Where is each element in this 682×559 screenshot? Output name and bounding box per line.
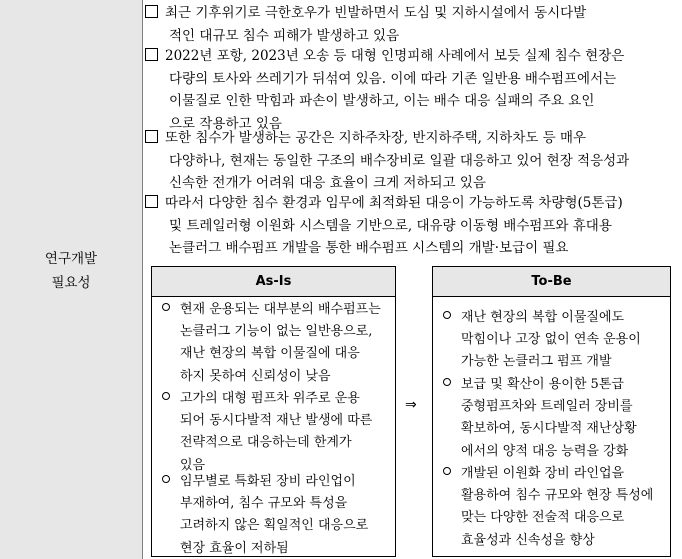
circle-bullet-icon bbox=[162, 303, 170, 311]
item-text: 고가의 대형 펌프차 위주로 운용 bbox=[180, 391, 360, 406]
tobe-item bbox=[433, 374, 670, 463]
right-double-arrow-icon: ⇒ bbox=[405, 397, 417, 413]
item-text: 전략적으로 대응하는데 한계가 bbox=[180, 435, 352, 451]
item-text: 재난 현장의 복합 이물질에 대응 bbox=[180, 346, 360, 362]
bullet-text: 또한 침수가 발생하는 공간은 지하주차장, 반지하주택, 지하차도 등 매우 bbox=[165, 130, 587, 146]
tobe-item bbox=[433, 307, 670, 374]
bullet-item bbox=[145, 45, 682, 135]
item-text: 맞는 다양한 전술적 대응으로 bbox=[461, 510, 625, 526]
item-text: 보급 및 확산이 용이한 5톤급 bbox=[461, 377, 624, 392]
bullet-item bbox=[145, 192, 682, 260]
item-text: 현재 운용되는 대부분의 배수펌프는 bbox=[180, 302, 381, 317]
bullet-text: 최근 기후위기로 극한호우가 빈발하면서 도심 및 지하시설에서 동시다발 bbox=[165, 5, 587, 21]
item-text: 에서의 양적 대응 능력을 강화 bbox=[461, 443, 629, 459]
asis-item bbox=[152, 299, 395, 388]
asis-item bbox=[152, 471, 395, 559]
row-label-line1: 연구개발 bbox=[44, 251, 98, 267]
circle-bullet-icon bbox=[162, 475, 170, 483]
item-text: 임무별로 특화된 장비 라인업이 bbox=[180, 474, 356, 489]
row-label-line2: 필요성 bbox=[51, 275, 91, 291]
tobe-title: To-Be bbox=[433, 267, 670, 297]
bullet-text: 신속한 전개가 어려워 대응 효율이 크게 저하되고 있음 bbox=[169, 175, 486, 191]
content-cell bbox=[143, 0, 682, 559]
bullet-text: 으로 작용하고 있음 bbox=[169, 115, 282, 132]
asis-title: As-Is bbox=[152, 267, 395, 297]
item-text: 논클러그 기능이 없는 일반용으로, bbox=[180, 324, 373, 340]
circle-bullet-icon bbox=[443, 311, 451, 319]
bullet-text: 및 트레일러형 이원화 시스템을 기반으로, 대유량 이동형 배수펌프와 휴대용 bbox=[169, 217, 612, 234]
item-text: 확보하여, 동시다발적 재난상황 bbox=[461, 421, 637, 437]
bullet-text: 다양하나, 현재는 동일한 구조의 배수장비로 일괄 대응하고 있어 현장 적응성과 bbox=[169, 152, 630, 169]
item-text: 고려하지 않은 획일적인 대응으로 bbox=[180, 518, 369, 534]
item-text: 있음 bbox=[180, 457, 206, 473]
bullet-item bbox=[145, 127, 682, 195]
asis-item bbox=[152, 388, 395, 477]
asis-box bbox=[151, 266, 396, 557]
bullet-text: 다량의 토사와 쓰레기가 뒤섞여 있음. 이에 따라 기존 일반용 배수펌프에서는 bbox=[169, 70, 617, 87]
item-text: 하지 못하여 신뢰성이 낮음 bbox=[180, 368, 331, 384]
checkbox-square-icon bbox=[145, 48, 158, 61]
checkbox-square-icon bbox=[145, 195, 158, 208]
item-text: 활용하여 침수 규모와 현장 특성에 bbox=[461, 488, 654, 504]
item-text: 효율성과 신속성을 향상 bbox=[461, 532, 595, 548]
row-label bbox=[0, 247, 142, 295]
item-text: 재난 현장의 복합 이물질에도 bbox=[461, 310, 625, 325]
bullet-text: 논클러그 배수펌프 개발을 통한 배수펌프 시스템의 개발·보급이 필요 bbox=[169, 240, 569, 256]
bullet-text: 따라서 다양한 침수 환경과 임무에 최적화된 대응이 가능하도록 차량형(5톤급) bbox=[165, 195, 623, 211]
circle-bullet-icon bbox=[443, 378, 451, 386]
item-text: 가능한 논클러그 펌프 개발 bbox=[461, 354, 612, 370]
item-text: 중형펌프차와 트레일러 장비를 bbox=[461, 399, 633, 415]
item-text: 막힘이나 고장 없이 연속 운용이 bbox=[461, 332, 641, 348]
item-text: 부재하여, 침수 규모와 특성을 bbox=[180, 496, 348, 512]
item-text: 개발된 이원화 장비 라인업을 bbox=[461, 466, 625, 481]
checkbox-square-icon bbox=[145, 5, 158, 18]
circle-bullet-icon bbox=[162, 392, 170, 400]
bullet-text: 2022년 포항, 2023년 오송 등 대형 인명피해 사례에서 보듯 실제 침수 현장은 bbox=[165, 48, 625, 64]
tobe-item bbox=[433, 463, 670, 552]
row-label-cell bbox=[0, 0, 143, 559]
circle-bullet-icon bbox=[443, 467, 451, 475]
tobe-box bbox=[432, 266, 671, 557]
bullet-text: 이물질로 인한 막힘과 파손이 발생하고, 이는 배수 대응 실패의 주요 요인 bbox=[169, 93, 595, 109]
item-text: 현장 효율이 저하됨 bbox=[180, 540, 289, 556]
item-text: 되어 동시다발적 재난 발생에 따른 bbox=[180, 413, 373, 429]
checkbox-square-icon bbox=[145, 130, 158, 143]
bullet-text: 적인 대규모 침수 피해가 발생하고 있음 bbox=[169, 27, 400, 44]
bullet-item bbox=[145, 2, 682, 47]
